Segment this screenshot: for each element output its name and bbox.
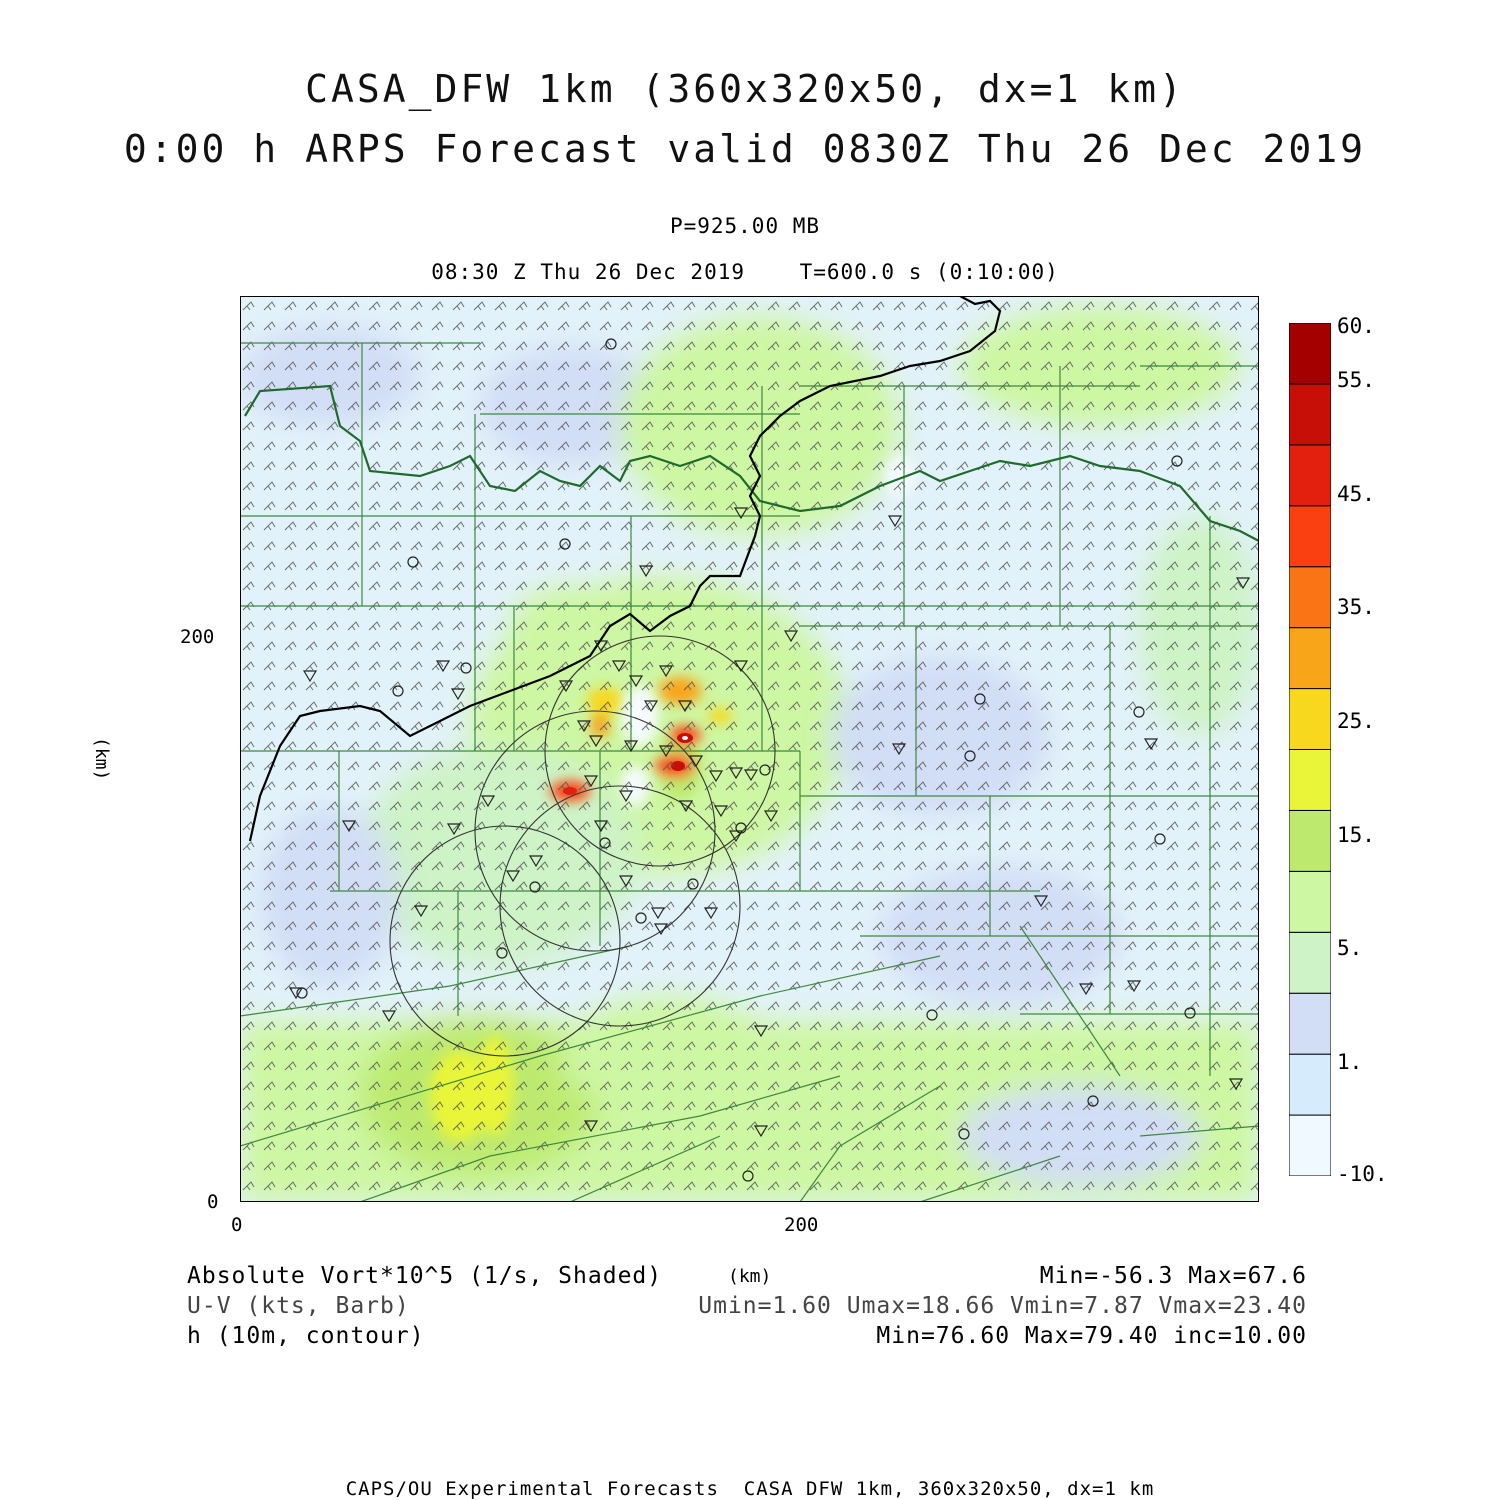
colorbar-swatch xyxy=(1289,1115,1331,1176)
colorbar-label-35: 35. xyxy=(1337,595,1375,619)
colorbar-swatch xyxy=(1289,567,1331,628)
barb-field-stats: Umin=1.60 Umax=18.66 Vmin=7.87 Vmax=23.40 xyxy=(698,1293,1307,1319)
colorbar xyxy=(1289,323,1331,1176)
colorbar-label-5: 5. xyxy=(1337,936,1363,960)
colorbar-label-45: 45. xyxy=(1337,482,1375,506)
y-tick-label-200: 200 xyxy=(180,626,215,648)
colorbar-swatch xyxy=(1289,993,1331,1054)
colorbar-swatch xyxy=(1289,506,1331,567)
x-tick-label-0: 0 xyxy=(231,1214,243,1236)
contour-field-label: h (10m, contour) xyxy=(187,1323,425,1349)
colorbar-swatch xyxy=(1289,871,1331,932)
colorbar-label-minus10: -10. xyxy=(1337,1162,1388,1186)
title-line-1: CASA_DFW 1km (360x320x50, dx=1 km) xyxy=(305,67,1185,111)
colorbar-swatch xyxy=(1289,810,1331,871)
colorbar-swatch xyxy=(1289,323,1331,384)
colorbar-swatch xyxy=(1289,689,1331,750)
contour-field-stats: Min=76.60 Max=79.40 inc=10.00 xyxy=(876,1323,1307,1349)
title-line-2: 0:00 h ARPS Forecast valid 0830Z Thu 26 Dec 2019 xyxy=(123,127,1367,171)
colorbar-swatch xyxy=(1289,750,1331,811)
y-tick-label-0: 0 xyxy=(207,1191,219,1213)
colorbar-label-25: 25. xyxy=(1337,709,1375,733)
footer-credit: CAPS/OU Experimental Forecasts CASA DFW 1km, 360x320x50, dx=1 km xyxy=(345,1478,1155,1500)
barb-field-label: U-V (kts, Barb) xyxy=(187,1293,410,1319)
colorbar-label-15: 15. xyxy=(1337,823,1375,847)
colorbar-label-1: 1. xyxy=(1337,1050,1363,1074)
colorbar-swatch xyxy=(1289,445,1331,506)
colorbar-swatch xyxy=(1289,384,1331,445)
colorbar-label-60: 60. xyxy=(1337,314,1375,338)
shaded-field-stats: Min=-56.3 Max=67.6 xyxy=(1039,1263,1307,1289)
x-tick-label-200: 200 xyxy=(784,1214,819,1236)
pressure-level: P=925.00 MB xyxy=(669,214,821,238)
y-axis-label: (km) xyxy=(91,737,112,781)
shaded-field-label: Absolute Vort*10^5 (1/s, Shaded) xyxy=(187,1263,663,1289)
valid-time: 08:30 Z Thu 26 Dec 2019 T=600.0 s (0:10:00) xyxy=(431,260,1059,284)
wind-barbs xyxy=(240,296,1259,1202)
colorbar-swatch xyxy=(1289,628,1331,689)
colorbar-label-55: 55. xyxy=(1337,368,1375,392)
colorbar-swatch xyxy=(1289,932,1331,993)
vorticity-map xyxy=(240,296,1259,1202)
x-axis-label: (km) xyxy=(728,1266,772,1287)
colorbar-swatch xyxy=(1289,1054,1331,1115)
